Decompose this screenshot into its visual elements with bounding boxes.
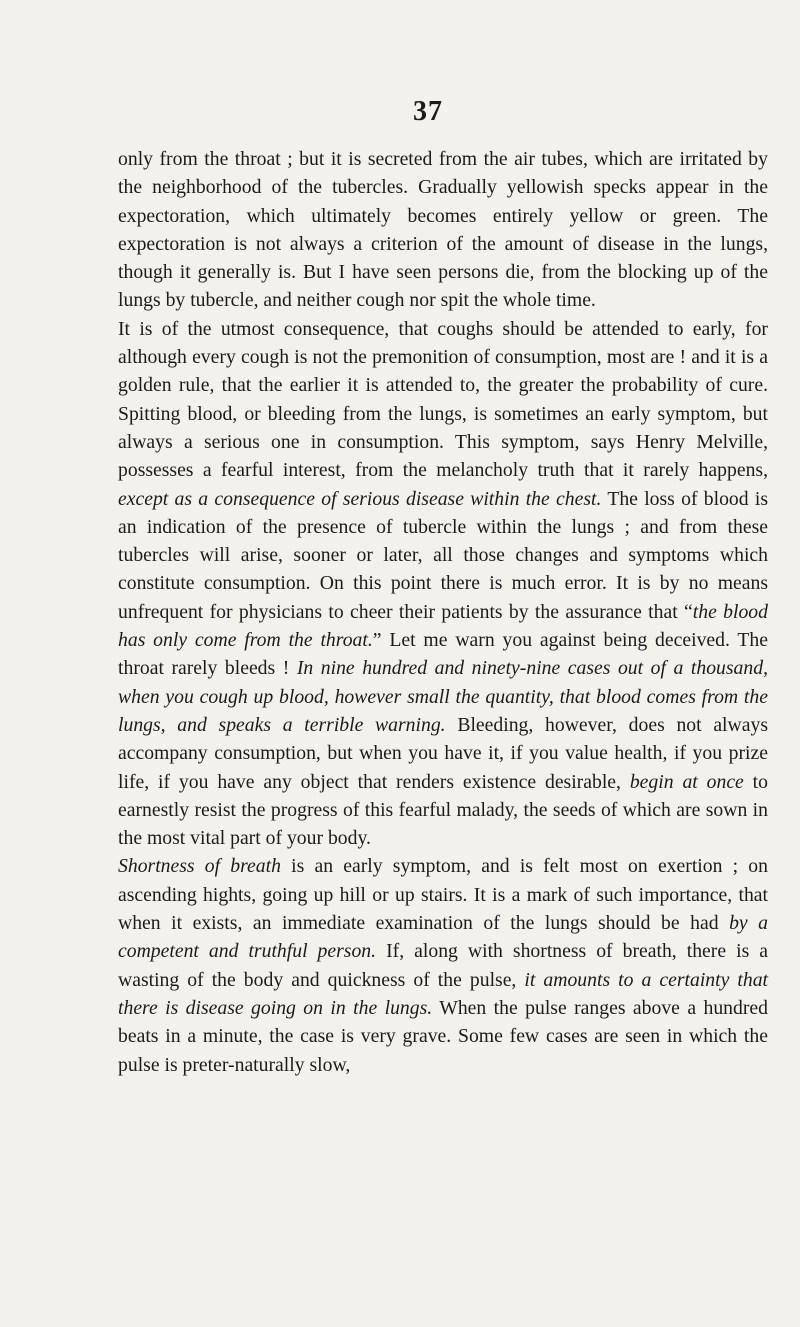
italic-text: except as a consequence of serious disease within the chest. — [118, 487, 602, 510]
page-number: 37 — [413, 96, 443, 127]
text-run: If, along with shortness of breath, there is a wasting of the body and quickness of the pulse, — [118, 940, 768, 991]
paragraph — [118, 145, 768, 315]
paragraph — [118, 852, 768, 1078]
italic-text: the blood has only come from the throat. — [118, 600, 768, 652]
text-run: It is of the utmost consequence, that coughs should be attended to early, for although every cough is not the premonition of consumption, most are ! and it is a golden rule, that the earlier it is attended to, the greater the probability of cure. Spitting blood, or bleeding from the lungs, is sometimes an early symptom, but always a serious one in consumption. This symptom, says Henry Melville, possesses a fearful interest, from the melancholy truth that it rarely happens, — [118, 317, 768, 482]
text-run: Bleeding, however, does not always accompany consumption, but when you have it, if you value health, if you prize life, if you have any object that renders existence desirable, — [118, 713, 768, 793]
italic-text: Shortness of breath — [118, 855, 281, 878]
body-text — [118, 145, 768, 1079]
text-run: is an early symptom, and is felt most on exertion ; on ascending hights, going up hill or up stairs. It is a mark of such importance, that when it exists, an immediate examination of the lungs should be had — [118, 855, 768, 935]
text-run: only from the throat ; but it is secreted from the air tubes, which are irritated by the neighborhood of the tubercles. Gradually yellowish specks appear in the expectoration, which ultimately becomes entirely yellow or green. The expectoration is not always a criterion of the amount of disease in the lungs, though it generally is. But I have seen persons die, from the blocking up of the lungs by tubercle, and neither cough nor spit the whole time. — [118, 148, 768, 312]
italic-text: by a competent and truthful person. — [118, 912, 768, 963]
text-run: ” Let me warn you against being deceived. The throat rarely bleeds ! — [118, 629, 769, 680]
text-run: The loss of blood is an indication of the presence of tubercle within the lungs ; and from these tubercles will arise, sooner or later, all those changes and symptoms which constitute consumption. On this point there is much error. It is by no means unfrequent for physicians to cheer their patients by the assurance that “ — [118, 487, 769, 623]
text-run: to earnestly resist the progress of this fearful malady, the seeds of which are sown in the most vital part of your body. — [118, 770, 768, 850]
paragraph — [118, 315, 768, 853]
italic-text: it amounts to a certainty that there is disease going on in the lungs. — [118, 968, 769, 1019]
text-run: When the pulse ranges above a hundred beats in a minute, the case is very grave. Some few cases are seen in which the pulse is preter-naturally slow, — [118, 996, 769, 1076]
italic-text: In nine hundred and ninety-nine cases out of a thousand, when you cough up blood, however small the quantity, that blood comes from the lungs, and speaks a terrible warning. — [118, 657, 768, 736]
italic-text: begin at once — [629, 770, 744, 793]
